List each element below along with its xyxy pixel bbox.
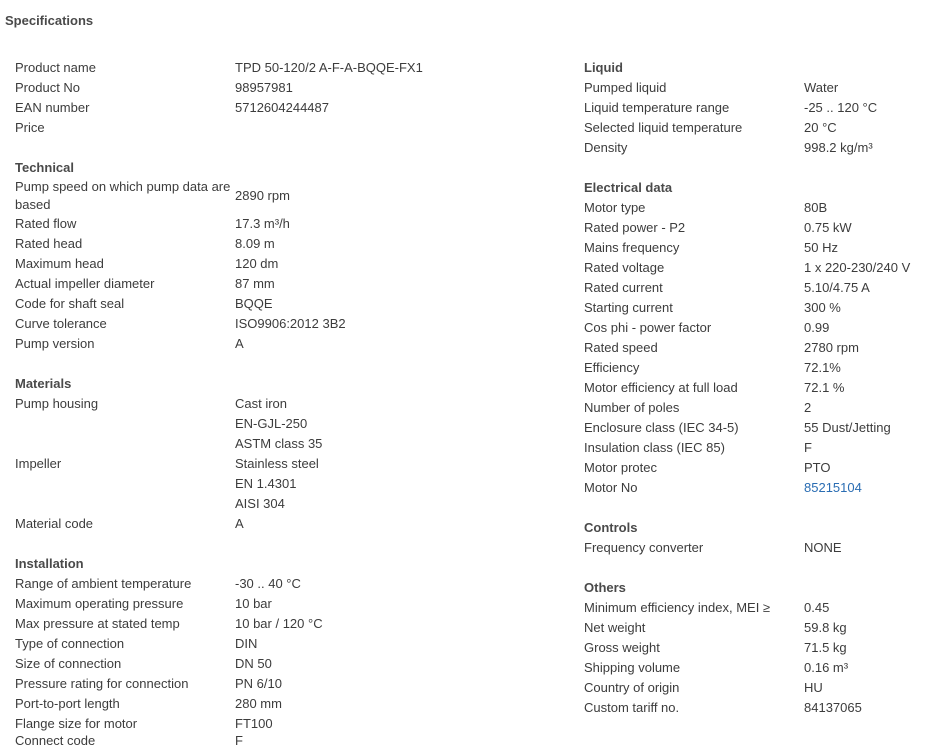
spec-row-rated-flow [15,214,435,234]
spec-value: 1 x 220-230/240 V [804,260,911,275]
spec-row-product-name [15,58,435,78]
spec-row-shaft-seal [15,294,435,314]
spec-row-pump-speed [15,178,435,214]
spec-value: 998.2 kg/m³ [804,140,873,155]
spec-label: Motor No [584,480,638,495]
spec-value: Water [804,80,839,95]
spec-value-wrap [804,479,924,497]
spec-row-country-of-origin [584,678,924,698]
spec-label: Rated head [15,236,83,251]
spec-label: Selected liquid temperature [584,120,743,135]
spec-value: 5.10/4.75 A [804,280,870,295]
others-section [584,578,924,718]
spec-value: EN 1.4301 [235,476,297,491]
spec-label: Max pressure at stated temp [15,616,180,631]
spec-label: Insulation class (IEC 85) [584,440,725,455]
spec-value: 2780 rpm [804,340,859,355]
spec-label: Connect code [15,733,96,748]
spec-label: Starting current [584,300,673,315]
spec-row-pump-version [15,334,435,354]
spec-row-rated-head [15,234,435,254]
section-title-others: Others [584,580,626,595]
spec-label: Price [15,120,45,135]
spec-label: Product No [15,80,81,95]
spec-label: Minimum efficiency index, MEI ≥ [584,600,771,615]
spec-row-pumped-liquid [584,78,924,98]
spec-value: 72.1% [804,360,841,375]
spec-value: 55 Dust/Jetting [804,420,891,435]
spec-label: Pump speed on which pump data are based [15,179,231,212]
spec-row-ean-number [15,98,435,118]
spec-row-selected-liquid-temp [584,118,924,138]
spec-label: Maximum head [15,256,104,271]
spec-label: Mains frequency [584,240,680,255]
spec-value: 20 °C [804,120,837,135]
spec-label: Rated voltage [584,260,665,275]
spec-label: Efficiency [584,360,640,375]
spec-label: Pump version [15,336,95,351]
spec-label: Motor type [584,200,646,215]
spec-label: Net weight [584,620,646,635]
spec-row-motor-type [584,198,924,218]
spec-value: TPD 50-120/2 A-F-A-BQQE-FX1 [235,60,423,75]
specifications-left-column [15,58,435,754]
product-section [15,58,435,138]
spec-label: Range of ambient temperature [15,576,192,591]
spec-row-pump-housing [15,394,435,454]
installation-section [15,554,435,734]
spec-label: Code for shaft seal [15,296,125,311]
spec-value: 5712604244487 [235,100,329,115]
section-title-technical: Technical [15,160,75,175]
spec-label: Impeller [15,456,62,471]
spec-value: Cast iron [235,396,288,411]
spec-row-product-no [15,78,435,98]
spec-label: Pumped liquid [584,80,667,95]
spec-row-impeller-diameter [15,274,435,294]
spec-row-motor-efficiency [584,378,924,398]
spec-value: 2890 rpm [235,188,290,203]
spec-value: AISI 304 [235,496,285,511]
spec-label: Number of poles [584,400,680,415]
spec-label: Rated current [584,280,663,295]
spec-value: 0.45 [804,600,830,615]
spec-value: 72.1 % [804,380,845,395]
spec-row-connect-code [15,732,243,750]
spec-row-material-code [15,514,435,534]
specifications-right-column [584,58,924,738]
spec-row-power-factor [584,318,924,338]
spec-label: Curve tolerance [15,316,107,331]
spec-label: Cos phi - power factor [584,320,712,335]
spec-row-rated-speed [584,338,924,358]
spec-label: Maximum operating pressure [15,596,184,611]
spec-value: HU [804,680,823,695]
motor-no-link[interactable]: 85215104 [804,480,862,495]
spec-label: Custom tariff no. [584,700,680,715]
spec-value: 10 bar [235,596,272,611]
spec-row-number-of-poles [584,398,924,418]
spec-value: PN 6/10 [235,676,282,691]
spec-value: DN 50 [235,656,272,671]
spec-row-curve-tolerance [15,314,435,334]
spec-value: 8.09 m [235,236,275,251]
spec-row-motor-protec [584,458,924,478]
spec-value: EN-GJL-250 [235,416,308,431]
spec-value: -30 .. 40 °C [235,576,301,591]
spec-label: Size of connection [15,656,122,671]
spec-row-enclosure-class [584,418,924,438]
spec-value: 120 dm [235,256,279,271]
spec-value: 0.16 m³ [804,660,849,675]
spec-value-list [235,394,435,454]
controls-section [584,518,924,558]
spec-row-mains-frequency [584,238,924,258]
spec-label: Pressure rating for connection [15,676,189,691]
spec-value: 98957981 [235,80,293,95]
spec-row-shipping-volume [584,658,924,678]
spec-row-connection-size [15,654,435,674]
spec-value: F [235,733,243,748]
spec-row-rated-power [584,218,924,238]
spec-row-maximum-head [15,254,435,274]
spec-label: EAN number [15,100,90,115]
spec-row-price [15,118,435,138]
spec-value: 300 % [804,300,841,315]
section-title-controls: Controls [584,520,638,535]
spec-label: Shipping volume [584,660,681,675]
spec-value: DIN [235,636,258,651]
spec-value: A [235,516,244,531]
spec-row-custom-tariff [584,698,924,718]
technical-section [15,158,435,354]
materials-section [15,374,435,534]
spec-row-pressure-at-temp [15,614,435,634]
section-title-installation: Installation [15,556,84,571]
spec-value: 87 mm [235,276,275,291]
spec-label: Motor protec [584,460,657,475]
spec-row-pressure-rating [15,674,435,694]
spec-label: Product name [15,60,96,75]
spec-row-net-weight [584,618,924,638]
spec-label: Rated power - P2 [584,220,686,235]
spec-value: 0.99 [804,320,830,335]
spec-label: Material code [15,516,94,531]
spec-label: Pump housing [15,396,99,411]
spec-row-port-length [15,694,435,714]
spec-row-insulation-class [584,438,924,458]
spec-row-efficiency [584,358,924,378]
spec-value: 17.3 m³/h [235,216,290,231]
spec-row-gross-weight [584,638,924,658]
spec-value-list [235,454,435,514]
spec-value: ASTM class 35 [235,436,323,451]
spec-label: Port-to-port length [15,696,120,711]
spec-value: 280 mm [235,696,282,711]
spec-value: A [235,336,244,351]
spec-value: Stainless steel [235,456,319,471]
spec-row-ambient-temperature [15,574,435,594]
spec-row-motor-no [584,478,924,498]
spec-label: Frequency converter [584,540,704,555]
spec-row-density [584,138,924,158]
spec-label: Gross weight [584,640,660,655]
spec-label: Actual impeller diameter [15,276,155,291]
spec-label: Rated speed [584,340,658,355]
spec-value: 80B [804,200,828,215]
spec-label: Motor efficiency at full load [584,380,738,395]
page-title: Specifications [5,13,94,28]
spec-row-starting-current [584,298,924,318]
spec-row-flange-size [15,714,435,734]
spec-row-rated-current [584,278,924,298]
spec-value: 71.5 kg [804,640,847,655]
spec-value: BQQE [235,296,273,311]
spec-value: 84137065 [804,700,862,715]
spec-value: 2 [804,400,812,415]
spec-value: PTO [804,460,831,475]
spec-value: 50 Hz [804,240,838,255]
spec-label: Density [584,140,628,155]
spec-value: 59.8 kg [804,620,847,635]
spec-row-mei [584,598,924,618]
spec-row-frequency-converter [584,538,924,558]
spec-row-impeller [15,454,435,514]
spec-value: ISO9906:2012 3B2 [235,316,346,331]
spec-row-connection-type [15,634,435,654]
clipped-row-container [0,733,926,748]
spec-label: Liquid temperature range [584,100,730,115]
spec-value: FT100 [235,716,273,731]
spec-value: 0.75 kW [804,220,852,235]
electrical-section [584,178,924,498]
liquid-section [584,58,924,158]
spec-row-liquid-temp-range [584,98,924,118]
spec-label: Flange size for motor [15,716,138,731]
spec-label: Enclosure class (IEC 34-5) [584,420,739,435]
section-title-materials: Materials [15,376,72,391]
spec-row-operating-pressure [15,594,435,614]
spec-label: Country of origin [584,680,680,695]
spec-value: F [804,440,812,455]
spec-label: Rated flow [15,216,77,231]
spec-label: Type of connection [15,636,125,651]
spec-value: NONE [804,540,842,555]
spec-value: -25 .. 120 °C [804,100,878,115]
spec-row-rated-voltage [584,258,924,278]
spec-value: 10 bar / 120 °C [235,616,323,631]
section-title-electrical: Electrical data [584,180,673,195]
section-title-liquid: Liquid [584,60,623,75]
